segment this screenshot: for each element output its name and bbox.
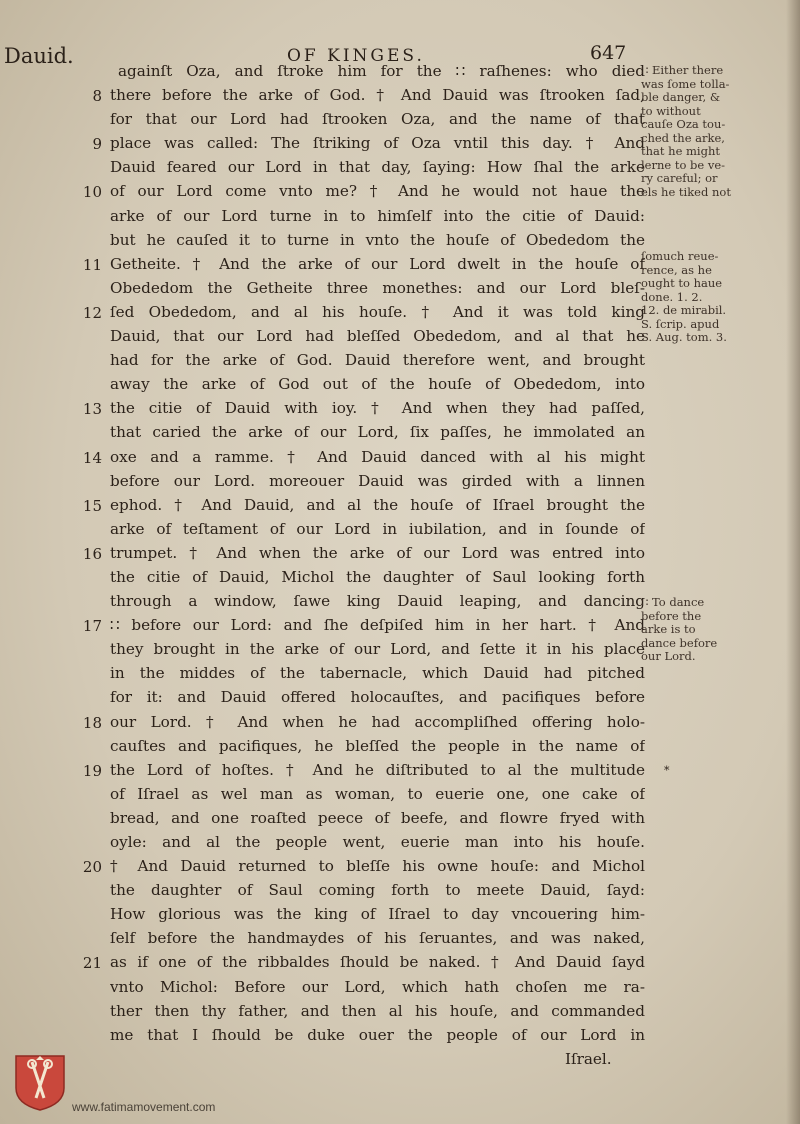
margin-note-line: rence, as he [641,262,712,277]
verse-text: the citie of Dauid, Michol the daughter of Saul looking forth [110,567,645,586]
verse-number: 12 [82,303,102,322]
verse-text: there before the arke of God. † And Dauid was ſtrooken ſad, [110,86,645,105]
verse-number: 14 [82,448,102,467]
verse-text: Getheite. † And the arke of our Lord dwelt in the houſe of [110,254,645,273]
margin-note-line: arke is to [641,622,696,636]
verse-text: againſt Oza, and ſtroke him for the ∷ raſhenes: who died [118,62,645,80]
header-title: OF KINGES. [287,46,425,66]
verse-text: of Iſrael as wel man as woman, to euerie one, one cake of [110,784,645,803]
margin-note-c [641,596,756,664]
text-line [0,807,800,831]
margin-note-a [641,64,756,199]
margin-note-line: that he might [641,144,721,158]
verse-text: Iſrael. [565,1049,612,1068]
text-line [0,205,800,229]
text-line [0,879,800,903]
verse-number: 17 [82,617,102,636]
margin-note-line: to without [641,103,701,118]
margin-note-line: done. 1. 2. [641,289,703,304]
verse-text: that caried the arke of our Lord, ſix paſſes, he immolated an [110,423,645,442]
verse-text: had for the arke of God. Dauid therefore went, and brought [110,351,645,370]
text-line [0,951,800,975]
verse-number: 15 [82,496,102,515]
verse-text: the Lord of hoſtes. † And he diſtributed to al the multitude [110,760,645,779]
text-line [0,470,800,494]
text-line [0,711,800,735]
verse-text: Dauid feared our Lord in that day, ſaying: How ſhal the arke [110,158,645,177]
verse-text: How glorious was the king of Iſrael to day vncouering him- [110,905,645,924]
header-left: Dauid. [4,44,74,68]
verse-text: of our Lord come vnto me? † And he would not haue the [110,182,645,201]
verse-text: cauſtes and pacifiques, he bleſſed the people in the name of [110,736,645,755]
text-line [0,759,800,783]
verse-text: oxe and a ramme. † And Dauid danced with al his might [110,447,645,466]
text-line [0,1024,800,1048]
verse-number: 21 [82,954,102,973]
margin-note-line: ∷ Either there [641,63,724,77]
verse-text: ſed Obededom, and al his houſe. † And it was told king [110,302,645,321]
text-line [0,903,800,927]
verse-text: trumpet. † And when the arke of our Lord was entred into [110,543,645,562]
text-line [0,349,800,373]
verse-text: † And Dauid returned to bleſſe his owne houſe: and Michol [110,857,645,876]
text-line [0,542,800,566]
text-line [0,927,800,951]
text-line [0,855,800,879]
verse-text: vnto Michol: Before our Lord, which hath choſen me ra- [110,977,645,996]
verse-text: they brought in the arke of our Lord, and ſette it in his place [110,640,645,659]
text-line [0,421,800,445]
margin-note-line: dance before [641,635,718,650]
verse-number: 8 [92,87,102,106]
verse-text: before our Lord. moreouer Dauid was girded with a linnen [110,471,645,490]
page-number: 647 [590,42,627,64]
verse-text: but he cauſed it to turne in vnto the houſe of Obededom the [110,230,645,249]
text-line [0,373,800,397]
verse-text: arke of our Lord turne in to himſelf into the citie of Dauid: [110,206,645,225]
margin-note-line: ble danger, & [641,90,721,104]
text-column [0,60,800,1072]
verse-text: arke of teſtament of our Lord in iubilation, and in ſounde of [110,519,645,538]
margin-note-line: ched the arke, [641,130,725,145]
verse-text: as if one of the ribbaldes ſhould be naked. † And Dauid ſayd [110,953,645,972]
verse-number: 10 [82,183,102,202]
verse-number: 20 [82,858,102,877]
verse-text: ∷ before our Lord: and ſhe deſpiſed him in her hart. † And [110,616,645,635]
margin-note-line: S. ſcrip. apud [641,316,720,331]
margin-note-line: ry careful; or [641,171,718,185]
margin-note-line: 12. de mirabil. [641,303,727,317]
margin-note-line: was ſome tolla- [641,76,730,91]
margin-note-line: ought to haue [641,276,723,290]
verse-number: 9 [92,135,102,154]
verse-text: our Lord. † And when he had accompliſhed offering holo- [110,712,645,731]
verse-text: me that I ſhould be duke ouer the people of our Lord in [110,1025,645,1044]
margin-note-line: ∷ To dance [641,595,705,609]
margin-note-line: lerne to be ve- [641,157,726,172]
verse-text: ephod. † And Dauid, and al the houſe of Iſrael brought the [110,495,645,514]
margin-note-line: cauſe Oza tou- [641,117,726,131]
verse-text: the daughter of Saul coming forth to meete Dauid, ſayd: [110,881,645,900]
margin-note-line: ſomuch reue- [641,249,719,263]
page-edge-shadow [786,0,800,1124]
margin-note-line: els he tiked not [641,184,731,199]
verse-text: for it: and Dauid offered holocauſtes, and pacifiques before [110,688,645,707]
verse-number: 16 [82,544,102,563]
text-line [0,494,800,518]
text-line [0,735,800,759]
text-line [0,518,800,542]
text-line [0,783,800,807]
verse-text: bread, and one roaſted peece of beefe, and flowre fryed with [110,808,645,827]
verse-text: Dauid, that our Lord had bleſſed Obededom, and al that he [110,327,645,346]
verse-text: away the arke of God out of the houſe of Obededom, into [110,375,645,394]
papal-seal-icon [12,1052,68,1112]
verse-number: 11 [82,255,102,274]
verse-text: for that our Lord had ſtrooken Oza, and the name of that [110,110,645,129]
margin-note-line: before the [641,608,702,623]
text-line [0,446,800,470]
verse-text: ſelf before the handmaydes of his ſeruantes, and was naked, [110,929,645,948]
margin-note-line: our Lord. [641,649,696,663]
verse-text: oyle: and al the people went, euerie man into his houſe. [110,833,645,851]
verse-number: 18 [82,713,102,732]
margin-asterisk: * [664,764,670,777]
text-line [0,1000,800,1024]
margin-note-b [641,250,756,345]
verse-text: in the middes of the tabernacle, which Dauid had pitched [110,664,645,683]
verse-text: through a window, ſawe king Dauid leaping, and dancing [110,592,645,611]
text-line [0,566,800,590]
verse-text: the citie of Dauid with ioy. † And when they had paſſed, [110,399,645,418]
text-line [0,831,800,855]
verse-number: 19 [82,761,102,780]
verse-text: ther then thy father, and then al his houſe, and commanded [110,1001,645,1020]
verse-text: place was called: The ſtriking of Oza vntil this day. † And [110,134,645,153]
footer-url[interactable]: www.fatimamovement.com [72,1100,216,1114]
text-line [0,976,800,1000]
text-line [0,662,800,686]
text-line [0,686,800,710]
margin-note-line: S. Aug. tom. 3. [641,330,727,344]
text-line [0,397,800,421]
verse-number: 13 [82,400,102,419]
text-line [0,1048,800,1072]
verse-text: Obededom the Getheite three monethes: and our Lord bleſ- [110,278,645,297]
